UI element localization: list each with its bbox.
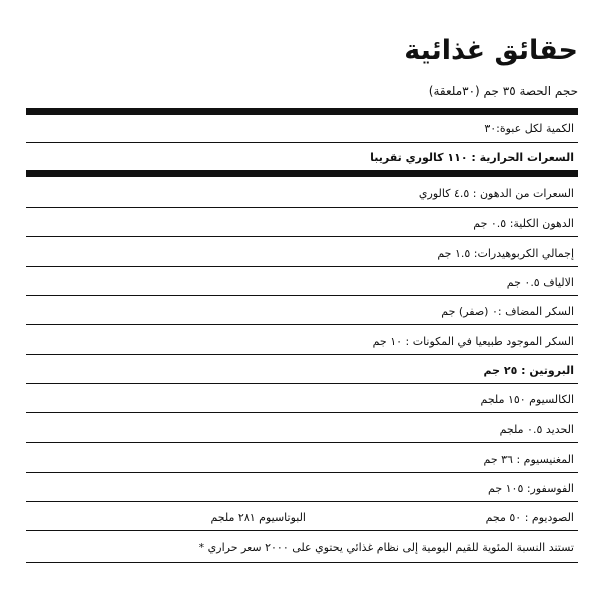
- divider: [26, 266, 578, 267]
- nutrient-phosphorus: الفوسفور: ١٠٥ جم: [488, 482, 574, 495]
- divider: [26, 472, 578, 473]
- nutrient-total-carbohydrates: إجمالي الكربوهيدرات: ١.٥ جم: [437, 247, 574, 260]
- divider: [26, 295, 578, 296]
- divider: [26, 442, 578, 443]
- divider: [26, 207, 578, 208]
- serving-size: حجم الحصة ٣٥ جم (٣٠ملعقة): [428, 84, 578, 98]
- nutrient-magnesium: المغنيسيوم : ٣٦ جم: [483, 453, 574, 466]
- divider: [26, 562, 578, 563]
- divider: [26, 412, 578, 413]
- nutrient-calories-from-fat: السعرات من الدهون : ٤.٥ كالوري: [418, 187, 574, 200]
- thick-divider: [26, 170, 578, 177]
- nutrient-protein: البروتين : ٢٥ جم: [483, 364, 574, 377]
- nutrient-calcium: الكالسيوم ١٥٠ ملجم: [480, 393, 574, 406]
- divider: [26, 501, 578, 502]
- nutrient-potassium: البوتاسيوم ٢٨١ ملجم: [210, 511, 306, 524]
- divider: [26, 236, 578, 237]
- servings-per-container: الكمية لكل عبوة:٣٠: [484, 122, 574, 135]
- nutrition-facts-panel: [26, 24, 578, 580]
- divider: [26, 383, 578, 384]
- daily-value-footnote: تستند النسبة المئوية للقيم اليومية إلى نظام غذائي يحتوي على ٢٠٠٠ سعر حراري *: [198, 541, 574, 554]
- nutrient-natural-sugar: السكر الموجود طبيعيا في المكونات : ١٠ جم: [372, 335, 574, 348]
- nutrient-iron: الحديد ٠.٥ ملجم: [499, 423, 574, 436]
- calories: السعرات الحرارية : ١١٠ كالوري تقريبا: [370, 151, 574, 164]
- nutrient-added-sugar: السكر المضاف :٠ (صفر) جم: [441, 305, 574, 318]
- nutrition-facts-title: حقائق غذائية: [404, 35, 578, 66]
- divider: [26, 354, 578, 355]
- nutrient-fiber: الالياف ٠.٥ جم: [506, 276, 574, 289]
- divider: [26, 530, 578, 531]
- divider: [26, 142, 578, 143]
- nutrient-total-fat: الدهون الكلية: ٠.٥ جم: [473, 217, 574, 230]
- thick-divider: [26, 108, 578, 115]
- nutrient-sodium: الصوديوم : ٥٠ مجم: [485, 511, 574, 524]
- divider: [26, 324, 578, 325]
